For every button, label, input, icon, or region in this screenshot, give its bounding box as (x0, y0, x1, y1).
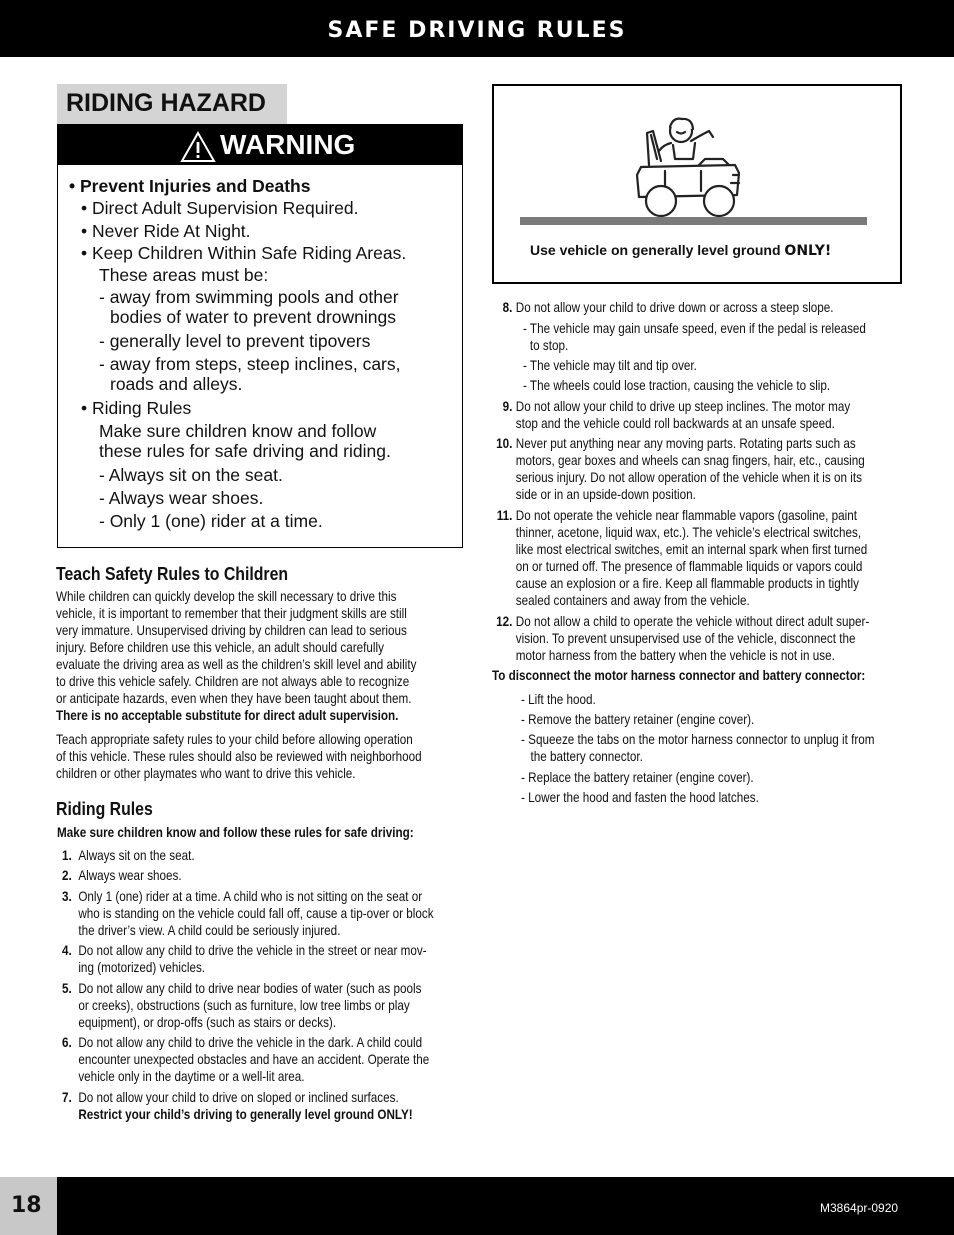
text-line: vehicle, it is important to remember that their judgment skills are still (56, 606, 407, 621)
text-line: Do not allow a child to operate the vehicle without direct adult super- (515, 614, 870, 629)
text-line: very immature. Unsupervised driving by children can lead to serious (56, 623, 407, 638)
rule-item (490, 507, 867, 609)
text-line: - The vehicle may tilt and tip over. (523, 358, 697, 373)
sub-item (523, 377, 830, 394)
text-line: Do not allow any child to drive near bodies of water (such as pools (78, 981, 422, 996)
warning-bar (58, 125, 462, 165)
text-line: or anticipate hazards, even when they have been taught about them. (56, 691, 412, 706)
rule-item (62, 867, 182, 884)
warning-line: bodies of water to prevent drownings (110, 307, 396, 327)
text-line: - The vehicle may gain unsafe speed, even if the pedal is released (523, 321, 866, 336)
text-line: motors, gear boxes and wheels can snag fingers, hair, etc., causing (515, 453, 865, 468)
text-line: evaluate the driving area as well as the children’s skill level and ability (56, 657, 417, 672)
warning-line: - Only 1 (one) rider at a time. (99, 511, 323, 531)
text-line: Always wear shoes. (78, 868, 182, 883)
text-line: side or in an upside-down position. (515, 487, 696, 502)
page-title: SAFE DRIVING RULES (327, 18, 627, 43)
warning-line: • Direct Adult Supervision Required. (81, 198, 359, 218)
text-line: vehicle only in the daytime or a well-lit area. (78, 1069, 305, 1084)
disconnect-step (521, 789, 759, 806)
text-line: Do not allow any child to drive the vehicle in the dark. A child could (78, 1035, 423, 1050)
text-line: ing (motorized) vehicles. (78, 960, 206, 975)
text-line: - Replace the battery retainer (engine cover). (521, 770, 754, 785)
warning-box (57, 124, 463, 548)
text-line: injury. Before children use this vehicle, an adult should carefully (56, 640, 384, 655)
caption-text: Use vehicle on generally level ground (530, 242, 785, 258)
sub-item (523, 320, 866, 354)
warning-title: WARNING (220, 129, 356, 160)
warning-line: • Prevent Injuries and Deaths (69, 176, 311, 196)
warning-line: - away from swimming pools and other (99, 287, 399, 307)
item-number: 2. (62, 868, 72, 883)
item-number: 1. (62, 848, 72, 863)
text-line: Teach appropriate safety rules to your child before allowing operation (56, 732, 413, 747)
disconnect-step (521, 769, 754, 786)
warning-line: • Keep Children Within Safe Riding Areas. (81, 243, 407, 263)
warning-line: - away from steps, steep inclines, cars, (99, 354, 401, 374)
text-line: Only 1 (one) rider at a time. A child who is not sitting on the seat or (78, 889, 423, 904)
text-line: Never put anything near any moving parts. Rotating parts such as (515, 436, 856, 451)
text-line: vision. To prevent unsupervised use of the vehicle, disconnect the (515, 631, 856, 646)
page-number: 18 (11, 1193, 42, 1218)
item-number: 10. (496, 436, 513, 451)
riding-rules-intro (57, 824, 414, 841)
text-line-bold: Restrict your child’s driving to generally level ground ONLY! (78, 1107, 413, 1122)
text-line: Do not operate the vehicle near flammable vapors (gasoline, paint (515, 508, 857, 523)
rule-item (62, 942, 427, 976)
sub-item (523, 357, 697, 374)
rule-item (496, 299, 834, 316)
text-line: motor harness from the battery when the vehicle is not in use. (515, 648, 835, 663)
text-line: children or other playmates who want to drive this vehicle. (56, 766, 356, 781)
illustration-caption (530, 242, 831, 259)
text-line: or creeks), obstructions (such as furniture, low tree limbs or play (78, 998, 410, 1013)
text-line: to stop. (529, 338, 569, 353)
item-number: 7. (62, 1090, 72, 1105)
text-line: - Lift the hood. (521, 692, 596, 707)
text-line: of this vehicle. These rules should also be reviewed with neighborhood (56, 749, 422, 764)
rule-item (62, 888, 434, 939)
warning-line: • Never Ride At Night. (81, 221, 251, 241)
text-line: - Lower the hood and fasten the hood latches. (521, 790, 759, 805)
text-line: the driver’s view. A child could be seriously injured. (78, 923, 341, 938)
item-number: 5. (62, 981, 72, 996)
text-line: on or turned off. The presence of flammable liquids or vapors could (515, 559, 863, 574)
rule-item (496, 398, 850, 432)
document-code: M3864pr-0920 (820, 1201, 899, 1215)
rule-item (62, 980, 421, 1031)
disconnect-heading: To disconnect the motor harness connector and battery connector: (492, 668, 866, 683)
item-number: 9. (502, 399, 513, 414)
teach-paragraph-2 (56, 731, 422, 782)
warning-line: - Always wear shoes. (99, 488, 264, 508)
item-number: 8. (502, 300, 513, 315)
text-line: - The wheels could lose traction, causing the vehicle to slip. (523, 378, 831, 393)
warning-triangle-icon (180, 131, 216, 163)
text-line: Do not allow your child to drive on sloped or inclined surfaces. (78, 1090, 399, 1105)
text-line: - Remove the battery retainer (engine cover). (521, 712, 755, 727)
warning-line: - generally level to prevent tipovers (99, 331, 371, 351)
rule-item (490, 435, 865, 503)
text-line: equipment), or drop-offs (such as stairs or decks). (78, 1015, 337, 1030)
section-title: RIDING HAZARD (66, 89, 266, 117)
text-line: While children can quickly develop the skill necessary to drive this (56, 589, 397, 604)
text-line: Do not allow your child to drive down or across a steep slope. (515, 300, 834, 315)
item-number: 12. (496, 614, 513, 629)
text-line-bold: Make sure children know and follow these rules for safe driving: (57, 825, 414, 840)
level-ground-line (520, 217, 867, 225)
text-line: encounter unexpected obstacles and have an accident. Operate the (78, 1052, 430, 1067)
teach-heading: Teach Safety Rules to Children (56, 564, 289, 584)
disconnect-step (521, 711, 754, 728)
text-line: Always sit on the seat. (78, 848, 195, 863)
disconnect-step (521, 691, 596, 708)
text-line: Do not allow any child to drive the vehicle in the street or near mov- (78, 943, 427, 958)
text-line: sealed containers and away from the vehicle. (515, 593, 750, 608)
text-line: - Squeeze the tabs on the motor harness connector to unplug it from (521, 732, 875, 747)
item-number: 3. (62, 889, 72, 904)
item-number: 4. (62, 943, 72, 958)
warning-line: • Riding Rules (81, 398, 192, 418)
caption-emphasis: ONLY! (784, 243, 832, 259)
text-line: Do not allow your child to drive up steep inclines. The motor may (515, 399, 851, 414)
child-driving-car-illustration (635, 115, 747, 219)
warning-line: These areas must be: (99, 265, 269, 285)
text-line-bold: There is no acceptable substitute for direct adult supervision. (56, 708, 399, 723)
rule-item (62, 1034, 429, 1085)
text-line: the battery connector. (530, 749, 643, 764)
text-line: thinner, acetone, liquid wax, etc.). The vehicle’s electrical switches, (515, 525, 862, 540)
riding-rules-heading: Riding Rules (56, 799, 153, 819)
rule-item (62, 1089, 413, 1123)
text-line: who is standing on the vehicle could fall off, cause a tip-over or block (78, 906, 434, 921)
rule-item (62, 847, 195, 864)
text-line: serious injury. Do not allow operation of the vehicle when it is on its (515, 470, 862, 485)
warning-line: - Always sit on the seat. (99, 465, 283, 485)
rule-item (490, 613, 869, 664)
teach-paragraph-1 (56, 588, 416, 724)
warning-line: Make sure children know and follow (99, 421, 377, 441)
item-number: 11. (496, 508, 513, 523)
text-line: stop and the vehicle could roll backwards at an unsafe speed. (515, 416, 835, 431)
text-line: cause an explosion or a fire. Keep all flammable products in tightly (515, 576, 859, 591)
disconnect-step (521, 731, 875, 765)
warning-line: these rules for safe driving and riding. (99, 441, 391, 461)
text-line: like most electrical switches, emit an internal spark when first turned (515, 542, 868, 557)
illustration-box (492, 84, 902, 284)
item-number: 6. (62, 1035, 72, 1050)
text-line: to drive this vehicle safely. Children are not always able to recognize (56, 674, 410, 689)
warning-line: roads and alleys. (110, 374, 243, 394)
